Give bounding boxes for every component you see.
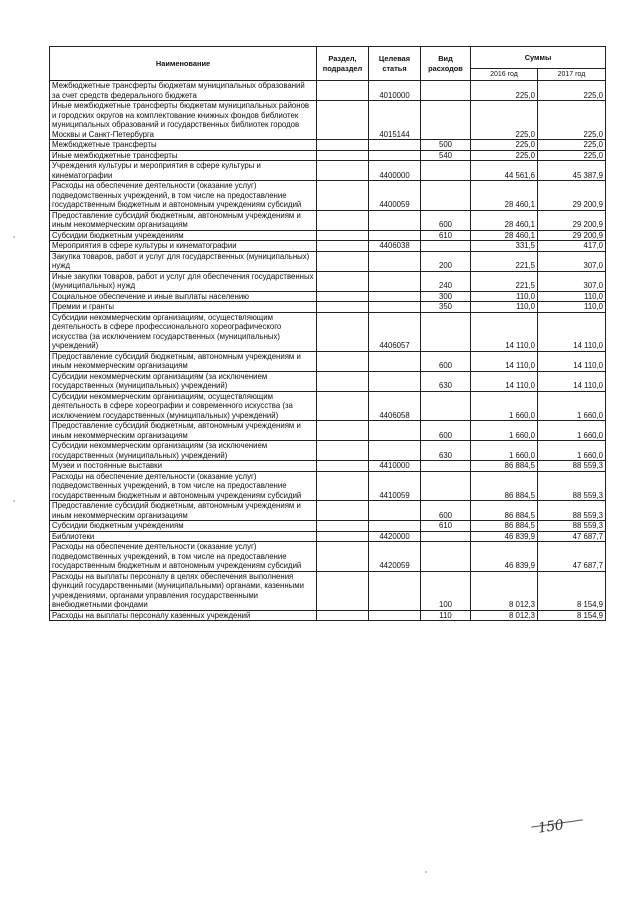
cell-name: Библиотеки [50,531,317,542]
cell-2016: 225,0 [471,150,538,161]
cell-2016: 28 460,1 [471,230,538,241]
table-row [50,531,606,542]
cell-target: 4410059 [369,471,421,501]
cell-2017: 110,0 [538,302,606,313]
cell-name: Социальное обеспечение и иные выплаты населению [50,291,317,302]
cell-vid: 600 [421,210,471,230]
table-row [50,251,606,271]
cell-vid: 240 [421,271,471,291]
table-row [50,302,606,313]
cell-vid: 600 [421,501,471,521]
table-row [50,421,606,441]
cell-name: Расходы на обеспечение деятельности (оказание услуг) подведомственных учреждений, в том числе на предоставление государственным бюджетным и автономным учреждениям субсидий [50,181,317,211]
cell-target: 4400059 [369,181,421,211]
cell-vid: 600 [421,421,471,441]
cell-razdel [317,391,369,421]
cell-2016: 225,0 [471,140,538,151]
cell-name: Субсидии бюджетным учреждениям [50,521,317,532]
cell-razdel [317,101,369,140]
cell-name: Субсидии некоммерческим организациям (за исключением государственных (муниципальных) учреждений) [50,371,317,391]
cell-razdel [317,471,369,501]
cell-target: 4400000 [369,161,421,181]
table-row [50,291,606,302]
cell-target [369,140,421,151]
cell-razdel [317,210,369,230]
cell-name: Закупка товаров, работ и услуг для государственных (муниципальных) нужд [50,251,317,271]
cell-2017: 14 110,0 [538,312,606,351]
cell-name: Иные межбюджетные трансферты бюджетам муниципальных районов и городских округов на комплектование книжных фондов библиотек муниципальных образований и государственных библиотек городов Москвы и Санкт-Петербурга [50,101,317,140]
cell-name: Межбюджетные трансферты бюджетам муниципальных образований за счет средств федерального бюджета [50,81,317,101]
cell-name: Мероприятия в сфере культуры и кинематографии [50,241,317,252]
cell-2017: 1 660,0 [538,441,606,461]
cell-razdel [317,241,369,252]
cell-2016: 225,0 [471,101,538,140]
table-row [50,241,606,252]
cell-vid: 610 [421,230,471,241]
table-row [50,542,606,572]
cell-target [369,441,421,461]
cell-2016: 44 561,6 [471,161,538,181]
cell-razdel [317,501,369,521]
cell-razdel [317,81,369,101]
cell-target [369,351,421,371]
cell-2017: 225,0 [538,101,606,140]
cell-vid [421,241,471,252]
cell-vid: 600 [421,351,471,371]
cell-vid: 630 [421,441,471,461]
cell-2017: 225,0 [538,140,606,151]
cell-vid [421,101,471,140]
table-row [50,150,606,161]
cell-2017: 110,0 [538,291,606,302]
scan-speck [13,236,15,238]
cell-2017: 29 200,9 [538,230,606,241]
cell-2017: 225,0 [538,150,606,161]
cell-razdel [317,161,369,181]
table-row [50,210,606,230]
cell-vid: 200 [421,251,471,271]
header-target: Целевая статья [369,47,421,81]
cell-name: Межбюджетные трансферты [50,140,317,151]
header-vid: Вид расходов [421,47,471,81]
cell-2016: 8 012,3 [471,571,538,610]
cell-2017: 14 110,0 [538,371,606,391]
cell-2017: 14 110,0 [538,351,606,371]
cell-vid [421,161,471,181]
table-row [50,351,606,371]
cell-2017: 47 687,7 [538,531,606,542]
cell-razdel [317,542,369,572]
cell-2017: 225,0 [538,81,606,101]
cell-2016: 225,0 [471,81,538,101]
cell-2016: 46 839,9 [471,531,538,542]
cell-2017: 307,0 [538,271,606,291]
cell-vid [421,81,471,101]
cell-razdel [317,441,369,461]
cell-2017: 29 200,9 [538,181,606,211]
table-row [50,181,606,211]
cell-vid [421,531,471,542]
table-row [50,81,606,101]
cell-2017: 29 200,9 [538,210,606,230]
cell-2017: 88 559,3 [538,501,606,521]
cell-2016: 86 884,5 [471,471,538,501]
cell-razdel [317,181,369,211]
cell-target: 4410000 [369,461,421,472]
table-row [50,461,606,472]
cell-target: 4406058 [369,391,421,421]
cell-target [369,271,421,291]
table-row [50,371,606,391]
cell-2016: 86 884,5 [471,461,538,472]
cell-razdel [317,150,369,161]
cell-2017: 307,0 [538,251,606,271]
cell-2017: 1 660,0 [538,391,606,421]
cell-vid: 500 [421,140,471,151]
cell-razdel [317,302,369,313]
cell-razdel [317,610,369,621]
cell-razdel [317,251,369,271]
cell-name: Расходы на обеспечение деятельности (оказание услуг) подведомственных учреждений, в том числе на предоставление государственным бюджетным и автономным учреждениям субсидий [50,542,317,572]
cell-vid [421,461,471,472]
cell-name: Предоставление субсидий бюджетным, автономным учреждениям и иным некоммерческим организациям [50,501,317,521]
cell-2017: 88 559,3 [538,461,606,472]
cell-target: 4420000 [369,531,421,542]
cell-target: 4420059 [369,542,421,572]
cell-target [369,371,421,391]
table-row [50,230,606,241]
cell-vid: 540 [421,150,471,161]
cell-2016: 1 660,0 [471,441,538,461]
cell-2016: 8 012,3 [471,610,538,621]
cell-target [369,230,421,241]
budget-table [49,46,606,621]
cell-2017: 1 660,0 [538,421,606,441]
page-number: 150 [537,817,565,837]
cell-2016: 221,5 [471,271,538,291]
cell-2017: 8 154,9 [538,610,606,621]
cell-razdel [317,461,369,472]
header-2016: 2016 год [471,69,538,81]
cell-name: Музеи и постоянные выставки [50,461,317,472]
table-row [50,391,606,421]
cell-2017: 45 387,9 [538,161,606,181]
cell-name: Субсидии некоммерческим организациям (за исключением государственных (муниципальных) учреждений) [50,441,317,461]
cell-2016: 110,0 [471,291,538,302]
cell-vid: 350 [421,302,471,313]
scan-speck [425,871,427,873]
cell-vid [421,542,471,572]
cell-2016: 28 460,1 [471,210,538,230]
cell-razdel [317,521,369,532]
table-row [50,471,606,501]
cell-razdel [317,291,369,302]
cell-vid: 630 [421,371,471,391]
header-name: Наименование [50,47,317,81]
cell-2016: 1 660,0 [471,391,538,421]
cell-name: Предоставление субсидий бюджетным, автономным учреждениям и иным некоммерческим организациям [50,351,317,371]
cell-target [369,571,421,610]
table-row [50,521,606,532]
cell-target [369,210,421,230]
cell-name: Предоставление субсидий бюджетным, автономным учреждениям и иным некоммерческим организациям [50,421,317,441]
cell-target: 4015144 [369,101,421,140]
header-razdel: Раздел, подраздел [317,47,369,81]
cell-vid [421,471,471,501]
cell-name: Субсидии некоммерческим организациям, осуществляющим деятельность в сфере хореографии и современного искусства (за исключением государственных (муниципальных) учреждений) [50,391,317,421]
cell-vid: 110 [421,610,471,621]
cell-razdel [317,312,369,351]
cell-razdel [317,531,369,542]
cell-vid [421,181,471,211]
cell-target [369,501,421,521]
cell-name: Учреждения культуры и мероприятия в сфере культуры и кинематографии [50,161,317,181]
cell-razdel [317,371,369,391]
cell-2016: 14 110,0 [471,351,538,371]
table-row [50,312,606,351]
cell-2016: 86 884,5 [471,501,538,521]
cell-name: Субсидии бюджетным учреждениям [50,230,317,241]
cell-name: Субсидии некоммерческим организациям, осуществляющим деятельность в сфере профессионального хореографического искусства (за исключением государственных (муниципальных) учреждений) [50,312,317,351]
cell-2017: 8 154,9 [538,571,606,610]
table-row [50,610,606,621]
cell-target [369,302,421,313]
table-row [50,161,606,181]
cell-vid [421,391,471,421]
cell-2017: 417,0 [538,241,606,252]
cell-razdel [317,421,369,441]
cell-2016: 331,5 [471,241,538,252]
table-row [50,501,606,521]
cell-razdel [317,571,369,610]
cell-target: 4010000 [369,81,421,101]
cell-name: Расходы на обеспечение деятельности (оказание услуг) подведомственных учреждений, в том числе на предоставление государственным бюджетным и автономным учреждениям субсидий [50,471,317,501]
cell-2016: 110,0 [471,302,538,313]
header-sums: Суммы [471,47,606,69]
cell-target [369,421,421,441]
table-row [50,571,606,610]
table-body [50,81,606,621]
cell-name: Иные закупки товаров, работ и услуг для обеспечения государственных (муниципальных) нужд [50,271,317,291]
cell-2016: 46 839,9 [471,542,538,572]
cell-vid: 610 [421,521,471,532]
cell-target [369,291,421,302]
cell-vid: 100 [421,571,471,610]
cell-target [369,150,421,161]
cell-2017: 88 559,3 [538,471,606,501]
cell-name: Расходы на выплаты персоналу в целях обеспечения выполнения функций государственными (муниципальными) органами, казенными учреждениями, органами управления государственными внебюджетными фондами [50,571,317,610]
cell-2016: 14 110,0 [471,312,538,351]
cell-2017: 88 559,3 [538,521,606,532]
cell-razdel [317,230,369,241]
table-row [50,140,606,151]
cell-vid: 300 [421,291,471,302]
cell-2016: 1 660,0 [471,421,538,441]
cell-target [369,251,421,271]
cell-vid [421,312,471,351]
table-row [50,271,606,291]
cell-razdel [317,351,369,371]
cell-2016: 14 110,0 [471,371,538,391]
scan-speck [13,500,15,502]
cell-2017: 47 687,7 [538,542,606,572]
cell-2016: 221,5 [471,251,538,271]
cell-name: Расходы на выплаты персоналу казенных учреждений [50,610,317,621]
table-row [50,441,606,461]
cell-2016: 28 460,1 [471,181,538,211]
cell-target: 4406038 [369,241,421,252]
table-row [50,101,606,140]
cell-target: 4406057 [369,312,421,351]
cell-name: Премии и гранты [50,302,317,313]
cell-name: Предоставление субсидий бюджетным, автономным учреждениям и иным некоммерческим организациям [50,210,317,230]
cell-razdel [317,140,369,151]
header-2017: 2017 год [538,69,606,81]
cell-razdel [317,271,369,291]
cell-target [369,521,421,532]
cell-2016: 86 884,5 [471,521,538,532]
cell-target [369,610,421,621]
cell-name: Иные межбюджетные трансферты [50,150,317,161]
